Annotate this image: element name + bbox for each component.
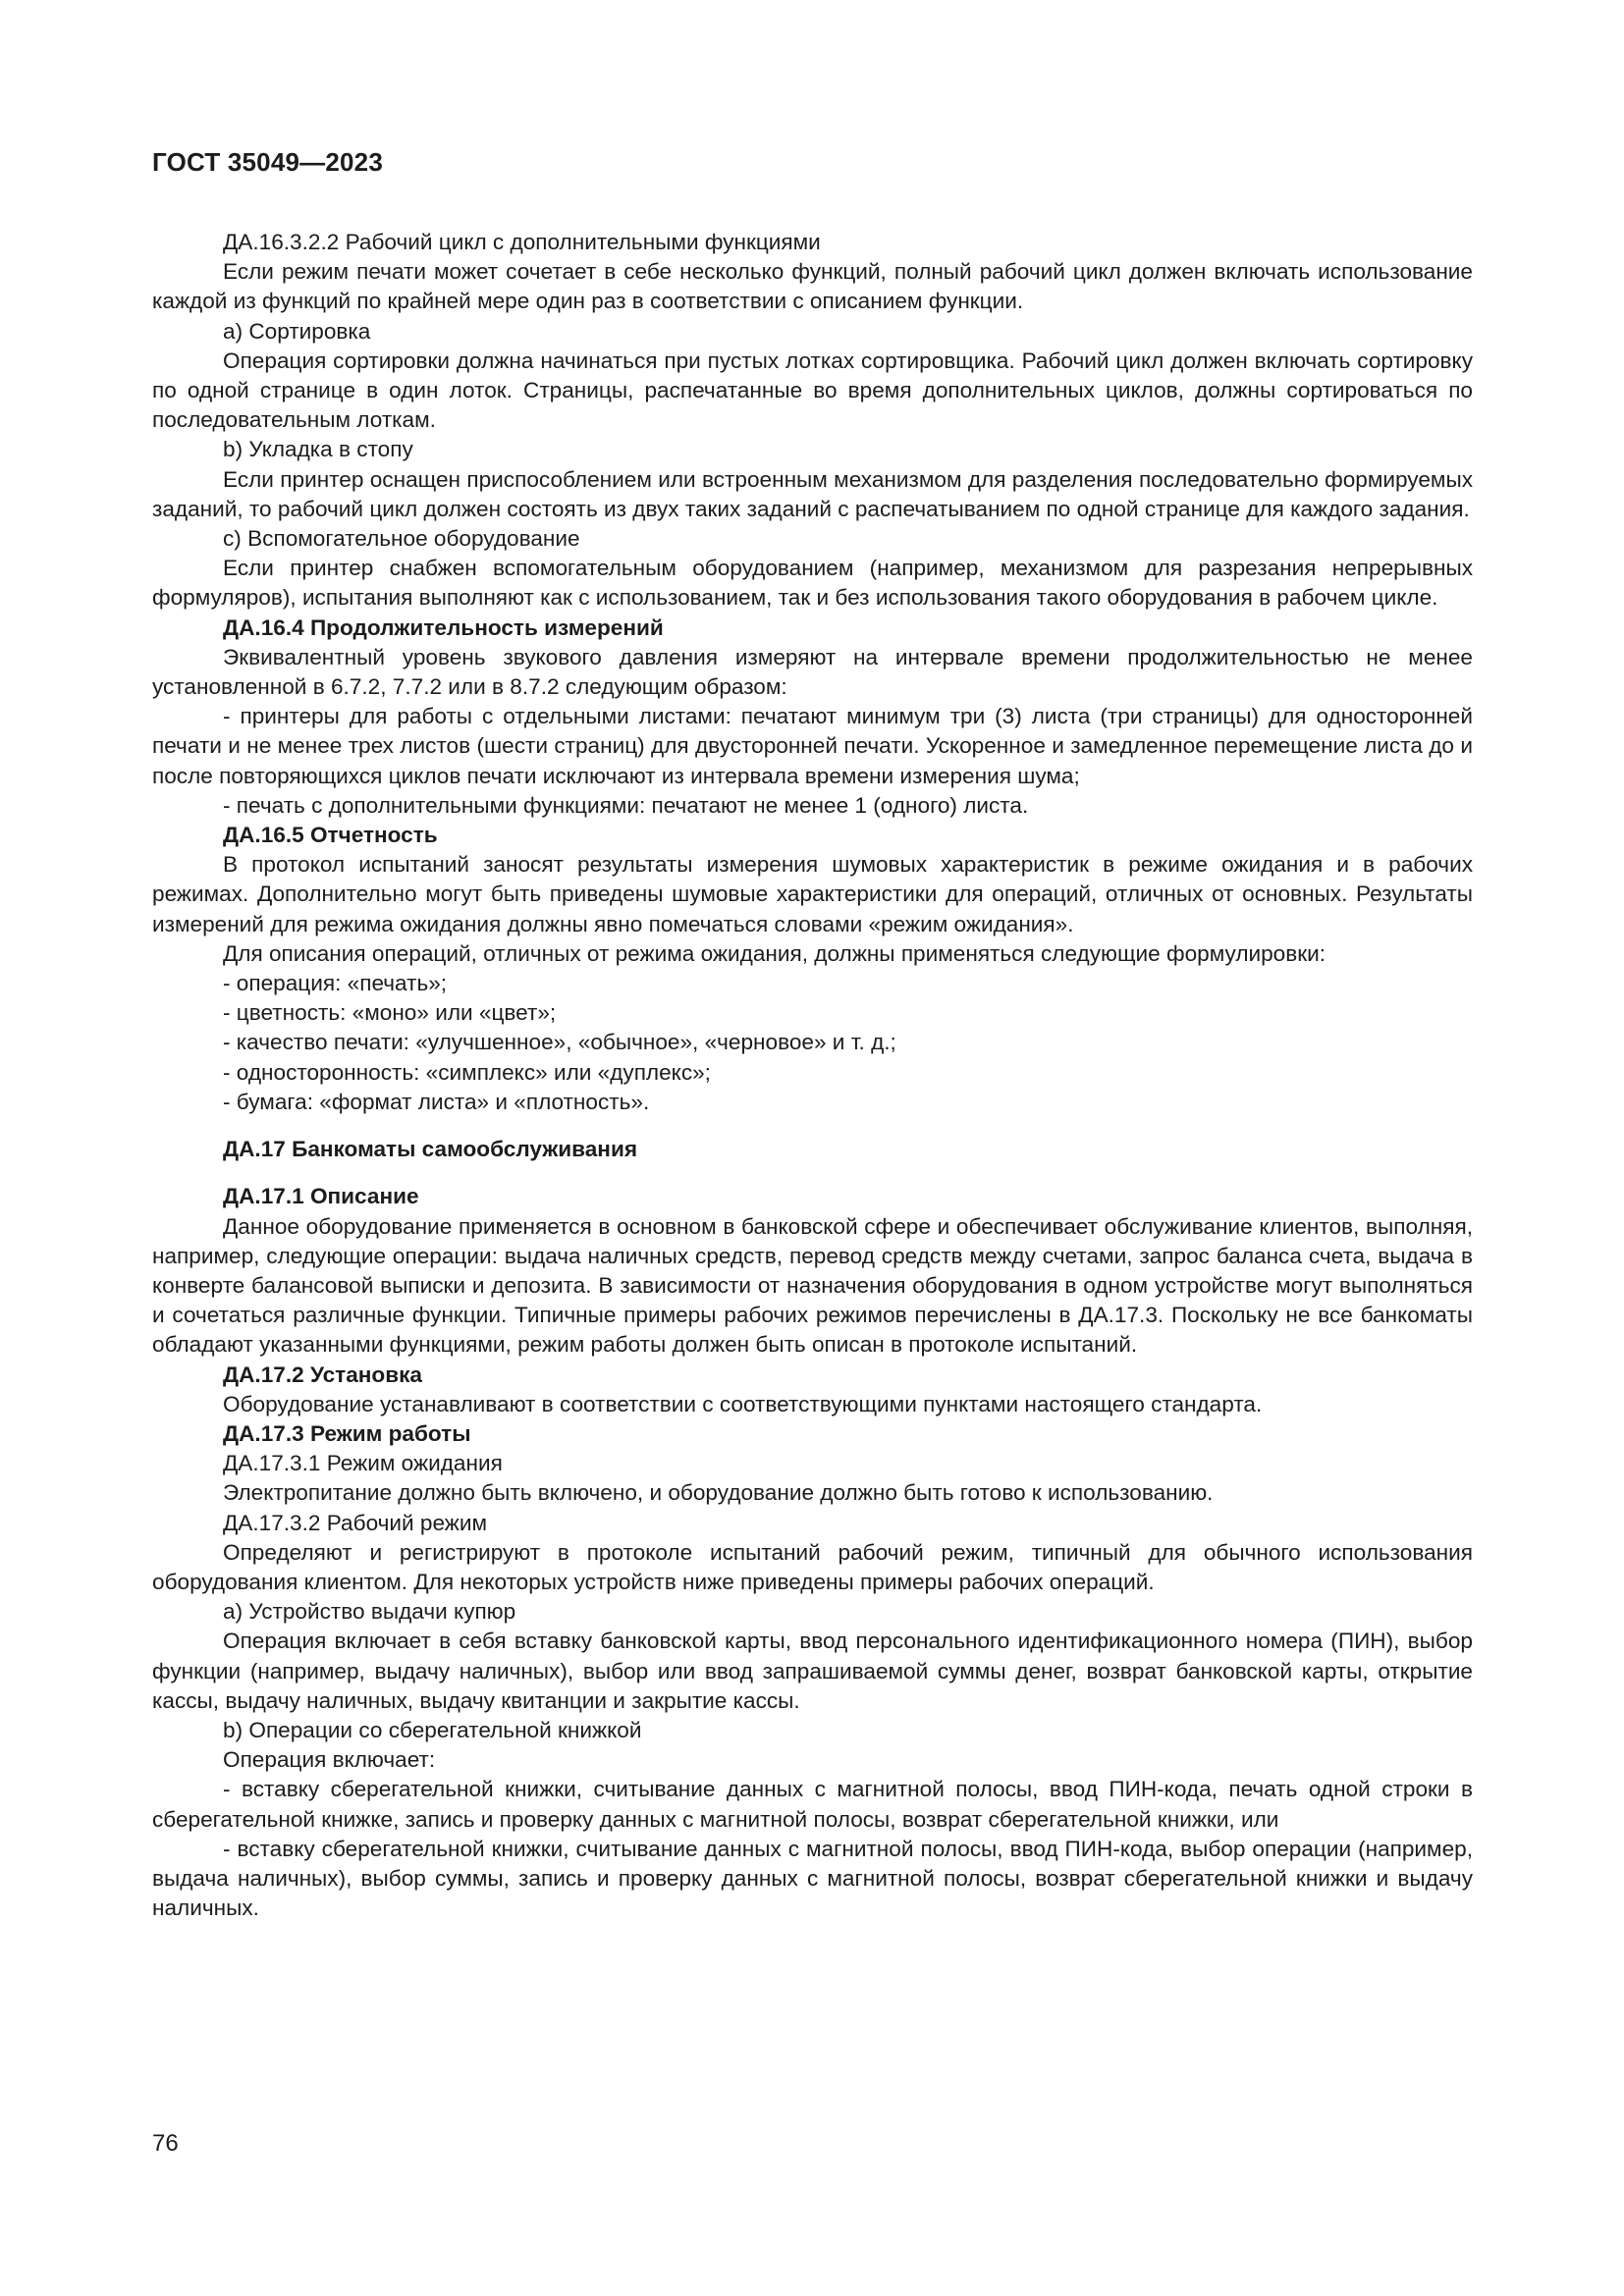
list-item: - принтеры для работы с отдельными листами: печатают минимум три (3) листа (три страницы) для односторонней печати и не менее трех листов (шести страниц) для двусторонней печати. Ускоренное и замедленное перемещение листа до и после повторяющихся циклов печати исключают из интервала времени измерения шума; bbox=[152, 704, 1473, 788]
paragraph: В протокол испытаний заносят результаты измерения шумовых характеристик в режиме ожидания и в рабочих режимах. Дополнительно могут быть приведены шумовые характеристики для операций, отличных от основных. Результаты измерений для режима ожидания должны явно помечаться словами «режим ожидания». bbox=[152, 852, 1473, 936]
list-item: - бумага: «формат листа» и «плотность». bbox=[223, 1089, 650, 1114]
paragraph: Оборудование устанавливают в соответствии с соответствующими пунктами настоящего стандарта. bbox=[223, 1391, 1263, 1416]
section-heading: ДА.16.5 Отчетность bbox=[223, 823, 438, 848]
paragraph: Данное оборудование применяется в основном в банковской сфере и обеспечивает обслуживание клиентов, выполняя, например, следующие операции: выдача наличных средств, перевод средств между счетами, запрос баланса счета, выдача в конверте балансовой выписки и депозита. В зависимости от назначения оборудования в одном устройстве могут выполняться и сочетаться различные функции. Типичные примеры рабочих режимов перечислены в ДА.17.3. Поскольку не все банкоматы обладают указанными функциями, режим работы должен быть описан в протоколе испытаний. bbox=[152, 1213, 1473, 1358]
paragraph: Операция включает в себя вставку банковской карты, ввод персонального идентификационного номера (ПИН), выбор функции (например, выдачу наличных), выбор или ввод запрашиваемой суммы денег, возврат банковской карты, открытие кассы, выдачу наличных, выдачу квитанции и закрытие кассы. bbox=[152, 1629, 1473, 1713]
paragraph: Для описания операций, отличных от режима ожидания, должны применяться следующие формулировки: bbox=[223, 940, 1326, 966]
list-item-label: b) Операции со сберегательной книжкой bbox=[223, 1717, 642, 1742]
paragraph: Если режим печати может сочетает в себе несколько функций, полный рабочий цикл должен включать использование каждой из функций по крайней мере один раз в соответствии с описанием функции. bbox=[152, 259, 1473, 314]
paragraph: Операция включает: bbox=[223, 1747, 436, 1773]
paragraph: Если принтер снабжен вспомогательным оборудованием (например, механизмом для разрезания непрерывных формуляров), испытания выполняют как с использованием, так и без использования такого оборудования в рабочем цикле. bbox=[152, 556, 1473, 611]
document-body bbox=[152, 228, 1473, 1923]
document-number: ГОСТ 35049—2023 bbox=[152, 147, 383, 177]
list-item: - операция: «печать»; bbox=[223, 971, 448, 996]
subsection-title: ДА.16.3.2.2 Рабочий цикл с дополнительными функциями bbox=[223, 230, 821, 254]
list-item-label: c) Вспомогательное оборудование bbox=[223, 526, 580, 552]
paragraph: Определяют и регистрируют в протоколе испытаний рабочий режим, типичный для обычного использования оборудования клиентом. Для некоторых устройств ниже приведены примеры рабочих операций. bbox=[152, 1539, 1473, 1594]
paragraph: Операция сортировки должна начинаться при пустых лотках сортировщика. Рабочий цикл должен включать сортировку по одной странице в один лоток. Страницы, распечатанные во время дополнительных циклов, должны сортироваться по последовательным лоткам. bbox=[152, 347, 1473, 433]
list-item-label: b) Укладка в стопу bbox=[223, 437, 413, 462]
page-number: 76 bbox=[152, 2130, 179, 2157]
list-item-label: a) Устройство выдачи купюр bbox=[223, 1599, 516, 1625]
list-item: - вставку сберегательной книжки, считывание данных с магнитной полосы, ввод ПИН-кода, выбор операции (например, выдача наличных), выбор суммы, запись и проверку данных с магнитной полосы, возврат сберегательной книжки и выдачу наличных. bbox=[152, 1836, 1473, 1921]
list-item: - вставку сберегательной книжки, считывание данных с магнитной полосы, ввод ПИН-кода, печать одной строки в сберегательной книжке, запись и проверку данных с магнитной полосы, возврат сберегательной книжки, или bbox=[152, 1777, 1473, 1832]
subsection-title: ДА.17.3.2 Рабочий режим bbox=[223, 1510, 488, 1535]
section-heading: ДА.17.1 Описание bbox=[223, 1184, 419, 1209]
section-heading: ДА.16.4 Продолжительность измерений bbox=[223, 614, 664, 640]
section-heading: ДА.17.2 Установка bbox=[223, 1362, 422, 1387]
paragraph: Электропитание должно быть включено, и оборудование должно быть готово к использованию. bbox=[223, 1480, 1214, 1506]
list-item: - качество печати: «улучшенное», «обычное», «черновое» и т. д.; bbox=[223, 1030, 896, 1055]
section-heading: ДА.17.3 Режим работы bbox=[223, 1420, 471, 1446]
list-item: - односторонность: «симплекс» или «дуплекс»; bbox=[223, 1059, 711, 1085]
subsection-title: ДА.17.3.1 Режим ожидания bbox=[223, 1451, 503, 1476]
list-item-label: a) Сортировка bbox=[223, 318, 371, 344]
paragraph: Эквивалентный уровень звукового давления измеряют на интервале времени продолжительностью не менее установленной в 6.7.2, 7.7.2 или в 8.7.2 следующим образом: bbox=[152, 644, 1473, 700]
paragraph: Если принтер оснащен приспособлением или встроенным механизмом для разделения последовательно формируемых заданий, то рабочий цикл должен состоять из двух таких заданий с распечатыванием по одной странице для каждого задания. bbox=[152, 466, 1473, 521]
section-heading: ДА.17 Банкоматы самообслуживания bbox=[223, 1137, 638, 1162]
list-item: - печать с дополнительными функциями: печатают не менее 1 (одного) листа. bbox=[223, 792, 1029, 818]
list-item: - цветность: «моно» или «цвет»; bbox=[223, 1000, 557, 1026]
